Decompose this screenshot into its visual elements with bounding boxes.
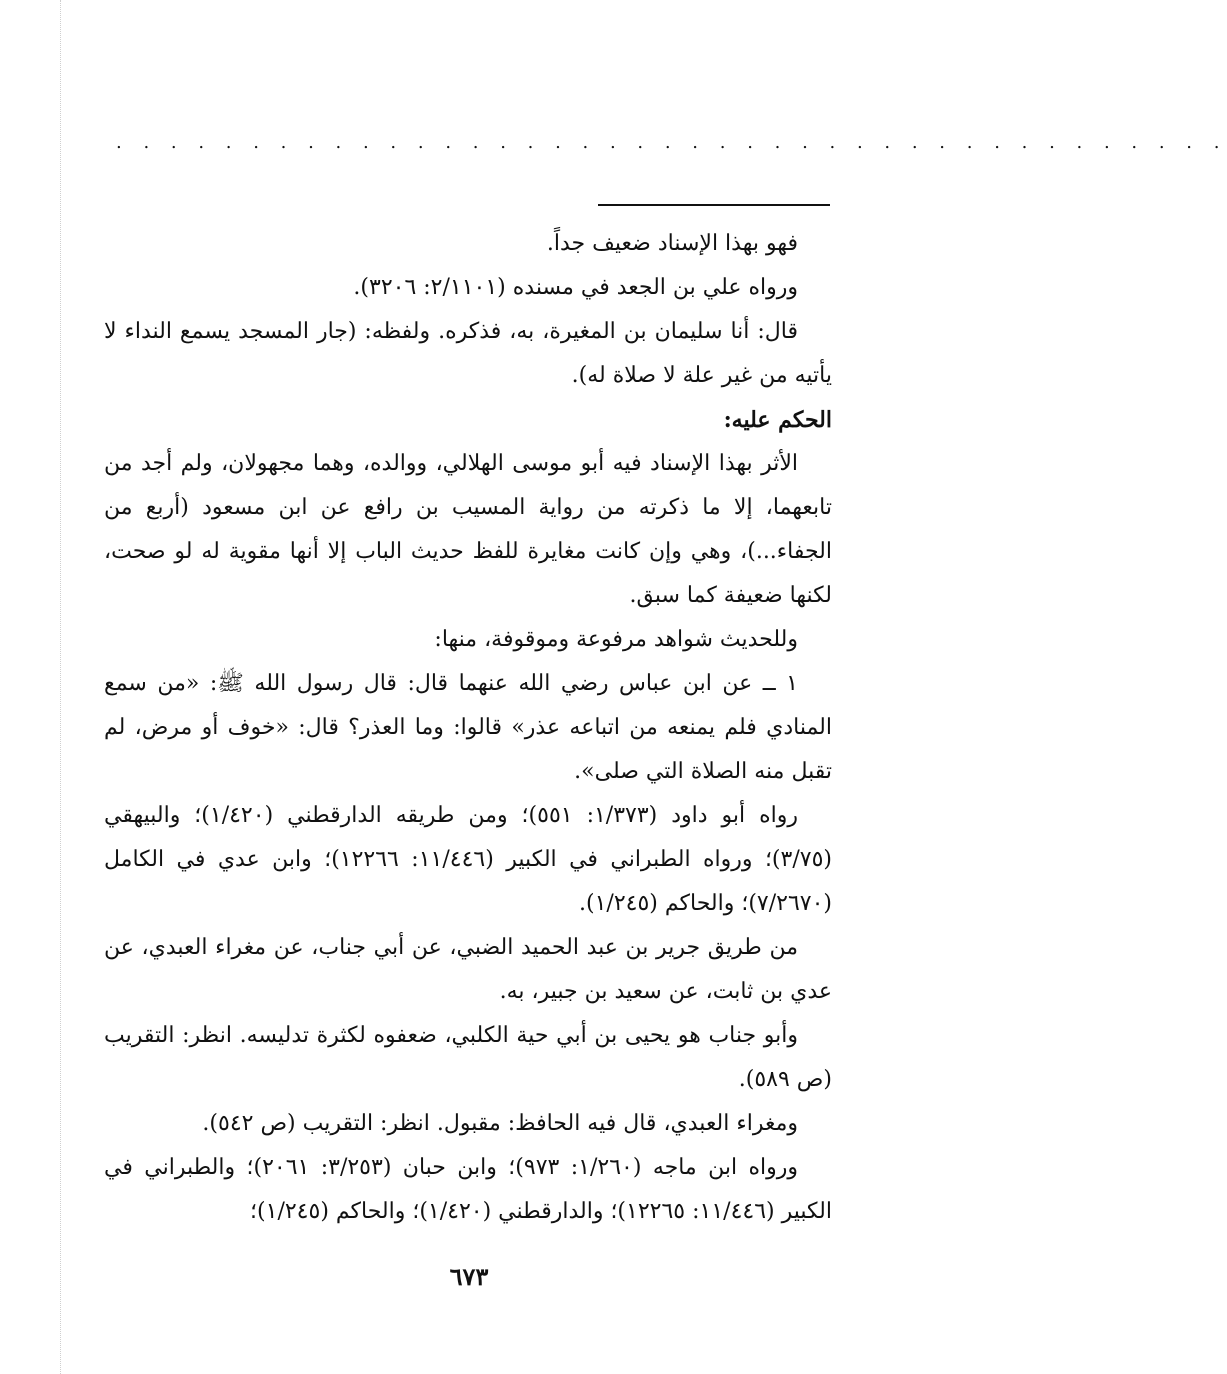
- footnote-separator-line: [598, 204, 830, 206]
- paragraph: ١ ــ عن ابن عباس رضي الله عنهما قال: قال رسول الله ﷺ: «من سمع المنادي فلم يمنعه من اتباعه عذر» قالوا: وما العذر؟ قال: «خوف أو مرض، لم تقبل منه الصلاة التي صلى».: [104, 671, 832, 784]
- paragraph: ورواه ابن ماجه (١/٢٦٠: ٩٧٣)؛ وابن حبان (٣/٢٥٣: ٢٠٦١)؛ والطبراني في الكبير (١١/٤٤٦: ١٢٢٦٥)؛ والدارقطني (١/٤٢٠)؛ والحاكم (١/٢٤٥)؛: [104, 1155, 832, 1224]
- paragraph: رواه أبو داود (١/٣٧٣: ٥٥١)؛ ومن طريقه الدارقطني (١/٤٢٠)؛ والبيهقي (٣/٧٥)؛ ورواه الطبراني في الكبير (١١/٤٤٦: ١٢٢٦٦)؛ وابن عدي في الكامل (٧/٢٦٧٠)؛ والحاكم (١/٢٤٥).: [104, 803, 832, 916]
- dotted-separator: . . . . . . . . . . . . . . . . . . . . . . . . . . . . . . . . . . . . . . . . .: [116, 132, 1227, 153]
- paragraph: ومغراء العبدي، قال فيه الحافظ: مقبول. انظر: التقريب (ص ٥٤٢).: [202, 1111, 798, 1136]
- margin-rule: [60, 0, 61, 1374]
- paragraph: قال: أنا سليمان بن المغيرة، به، فذكره. ولفظه: (جار المسجد يسمع النداء لا يأتيه من غير علة لا صلاة له).: [104, 319, 832, 388]
- paragraph: وأبو جناب هو يحيى بن أبي حية الكلبي، ضعفوه لكثرة تدليسه. انظر: التقريب (ص ٥٨٩).: [104, 1023, 832, 1092]
- paragraph: من طريق جرير بن عبد الحميد الضبي، عن أبي جناب، عن مغراء العبدي، عن عدي بن ثابت، عن سعيد بن جبير، به.: [104, 935, 832, 1004]
- page-body-text: [104, 222, 832, 1234]
- paragraph: ورواه علي بن الجعد في مسنده (٢/١١٠١: ٣٢٠٦).: [353, 275, 798, 300]
- page-number: ٦٧٣: [449, 1262, 489, 1291]
- section-heading: الحكم عليه:: [723, 407, 832, 433]
- paragraph: الأثر بهذا الإسناد فيه أبو موسى الهلالي، ووالده، وهما مجهولان، ولم أجد من تابعهما، إلا ما ذكرته من رواية المسيب بن رافع عن ابن مسعود (أربع من الجفاء...)، وهي وإن كانت مغايرة للفظ حديث الباب إلا أنها مقوية له لو صحت، لكنها ضعيفة كما سبق.: [104, 451, 832, 608]
- paragraph: وللحديث شواهد مرفوعة وموقوفة، منها:: [434, 627, 798, 652]
- paragraph: فهو بهذا الإسناد ضعيف جداً.: [546, 231, 798, 256]
